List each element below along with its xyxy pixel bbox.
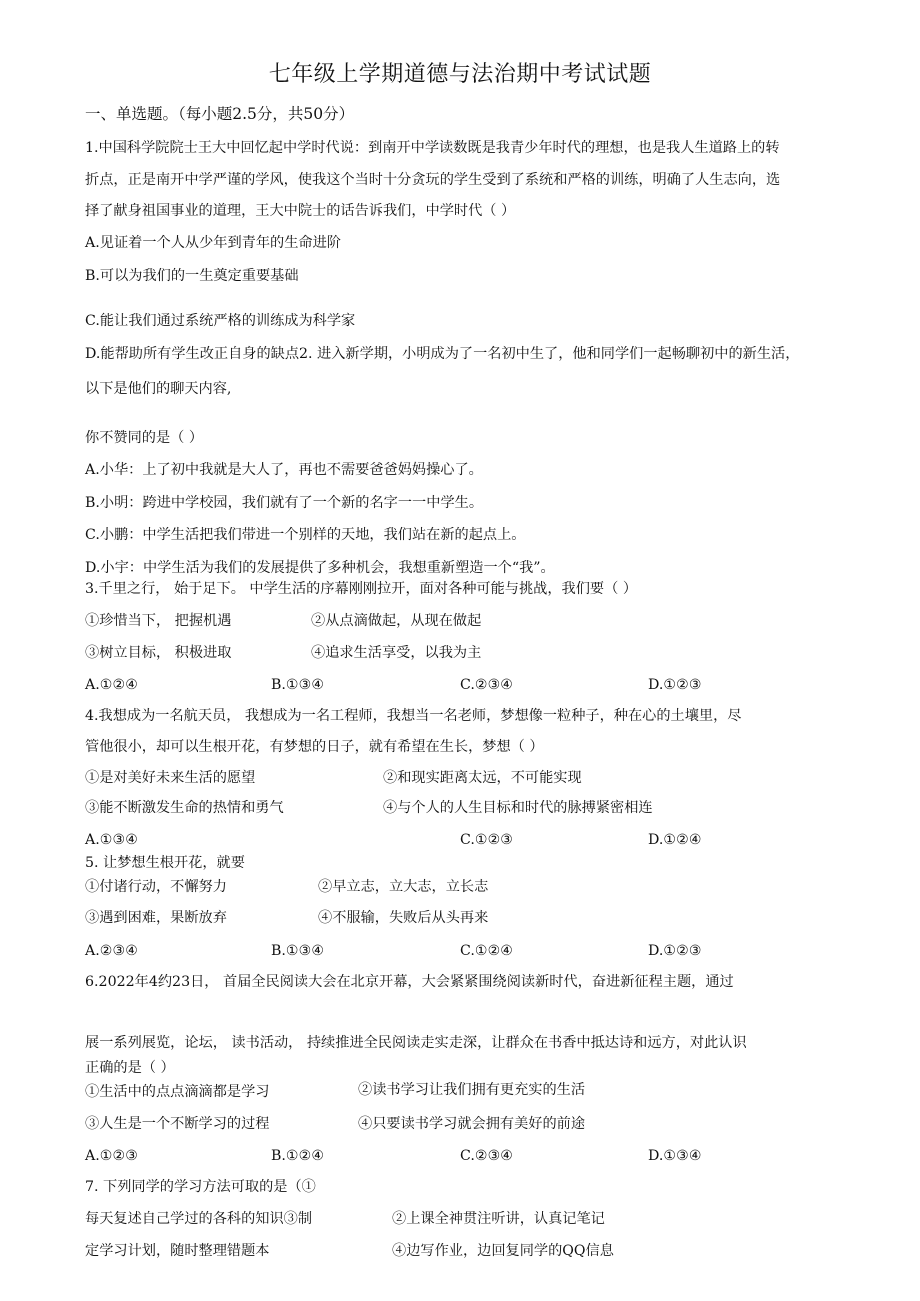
question-3-option-a: A.①②④	[85, 677, 138, 693]
question-6-option-b: B.①②④	[271, 1148, 325, 1164]
question-7-line-3: 定学习计划，随时整理错题本	[85, 1243, 270, 1259]
question-5-statement-1: ①付诸行动，不懈努力	[85, 879, 227, 895]
question-6-option-a: A.①②③	[85, 1148, 138, 1164]
question-4-option-d: D.①②④	[648, 832, 702, 848]
question-4-statement-1: ①是对美好未来生活的愿望	[85, 770, 256, 786]
question-6-stem-line-1: 6.2022年4约23日， 首届全民阅读大会在北京开幕，大会紧紧围绕阅读新时代，奋进新征程主题，通过	[85, 974, 734, 990]
question-4-stem-line-1: 4.我想成为一名航天员， 我想成为一名工程师，我想当一名老师，梦想像一粒种子，种在心的土壤里，尽	[85, 708, 742, 724]
question-6-statement-1: ①生活中的点点滴滴都是学习	[85, 1084, 270, 1100]
question-5-stem: 5. 让梦想生根开花，就要	[85, 855, 245, 871]
question-7-statement-2: ②上课全神贯注听讲，认真记笔记	[392, 1211, 605, 1227]
question-3-statement-2: ②从点滴做起，从现在做起	[311, 613, 482, 629]
question-3-statement-1: ①珍惜当下， 把握机遇	[85, 613, 232, 629]
question-1-option-c: C.能让我们通过系统严格的训练成为科学家	[85, 313, 356, 329]
question-3-statement-4: ④追求生活享受，以我为主	[311, 645, 482, 661]
question-7-line-2: 每天复述自己学过的各科的知识③制	[85, 1211, 313, 1227]
question-5-statement-4: ④不服输，失败后从头再来	[318, 910, 489, 926]
question-1-option-a: A.见证着一个人从少年到青年的生命进阶	[85, 235, 341, 251]
question-3-statement-3: ③树立目标， 积极进取	[85, 645, 232, 661]
question-2-option-d: D.小宇：中学生活为我们的发展提供了多种机会，我想重新塑造一个“我”。	[85, 560, 555, 576]
question-1-stem-line-1: 1.中国科学院院士王大中回忆起中学时代说：到南开中学读数既是我青少年时代的理想，也是我人生道路上的转	[85, 140, 780, 156]
question-5-option-d: D.①②③	[648, 943, 702, 959]
question-5-option-a: A.②③④	[85, 943, 138, 959]
question-4-option-a: A.①③④	[85, 832, 138, 848]
section-heading: 一、单选题。（每小题2.5分，共50分）	[85, 105, 355, 123]
question-3-option-c: C.②③④	[460, 677, 514, 693]
question-3-option-b: B.①③④	[271, 677, 325, 693]
question-4-stem-line-2: 管他很小，却可以生根开花，有梦想的日子，就有希望在生长，梦想（ ）	[85, 739, 544, 755]
question-6-statement-3: ③人生是一个不断学习的过程	[85, 1116, 270, 1132]
question-4-option-c: C.①②③	[460, 832, 514, 848]
question-6-stem-line-2: 展一系列展览，论坛， 读书活动， 持续推进全民阅读走实走深，让群众在书香中抵达诗和远方，对此认识	[85, 1035, 747, 1051]
question-2-option-a: A.小华：上了初中我就是大人了，再也不需要爸爸妈妈操心了。	[85, 462, 483, 478]
question-3-stem: 3.千里之行， 始于足下。 中学生活的序幕刚刚拉开，面对各种可能与挑战，我们要（ ）	[85, 581, 638, 597]
question-3-option-d: D.①②③	[648, 677, 702, 693]
question-1-option-b: B.可以为我们的一生奠定重要基础	[85, 268, 299, 284]
question-6-statement-4: ④只要读书学习就会拥有美好的前途	[358, 1116, 586, 1132]
question-5-statement-3: ③遇到困难，果断放弃	[85, 910, 227, 926]
question-2-stem-line-3: 你不赞同的是（ ）	[85, 430, 204, 446]
question-6-stem-line-3: 正确的是（ ）	[85, 1060, 175, 1076]
question-4-statement-4: ④与个人的人生目标和时代的脉搏紧密相连	[383, 800, 653, 816]
question-7-stem: 7. 下列同学的学习方法可取的是（①	[85, 1179, 316, 1195]
question-6-statement-2: ②读书学习让我们拥有更充实的生活	[358, 1082, 586, 1098]
question-6-option-d: D.①③④	[648, 1148, 702, 1164]
question-5-option-b: B.①③④	[271, 943, 325, 959]
question-6-option-c: C.②③④	[460, 1148, 514, 1164]
question-1-stem-line-2: 折点，正是南开中学严谨的学风，使我这个当时十分贪玩的学生受到了系统和严格的训练，明确了人生志向，选	[85, 172, 781, 188]
page-title: 七年级上学期道德与法治期中考试试题	[268, 62, 652, 87]
question-2-option-b: B.小明：跨进中学校园，我们就有了一个新的名字一一中学生。	[85, 495, 484, 511]
question-5-option-c: C.①②④	[460, 943, 514, 959]
question-1-stem-line-3: 择了献身祖国事业的道理，王大中院士的话告诉我们，中学时代（ ）	[85, 203, 516, 219]
question-5-statement-2: ②早立志，立大志，立长志	[318, 879, 489, 895]
question-2-stem-line-2: 以下是他们的聊天内容,	[85, 381, 232, 397]
question-4-statement-3: ③能不断激发生命的热情和勇气	[85, 800, 284, 816]
question-1-option-d-and-question-2-stem: D.能帮助所有学生改正自身的缺点2. 进入新学期，小明成为了一名初中生了，他和同学们一起畅聊初中的新生活，	[85, 346, 800, 362]
question-4-statement-2: ②和现实距离太远，不可能实现	[383, 770, 582, 786]
question-2-option-c: C.小鹏：中学生活把我们带进一个别样的天地，我们站在新的起点上。	[85, 527, 526, 543]
question-7-statement-4: ④边写作业，边回复同学的QQ信息	[392, 1243, 614, 1259]
